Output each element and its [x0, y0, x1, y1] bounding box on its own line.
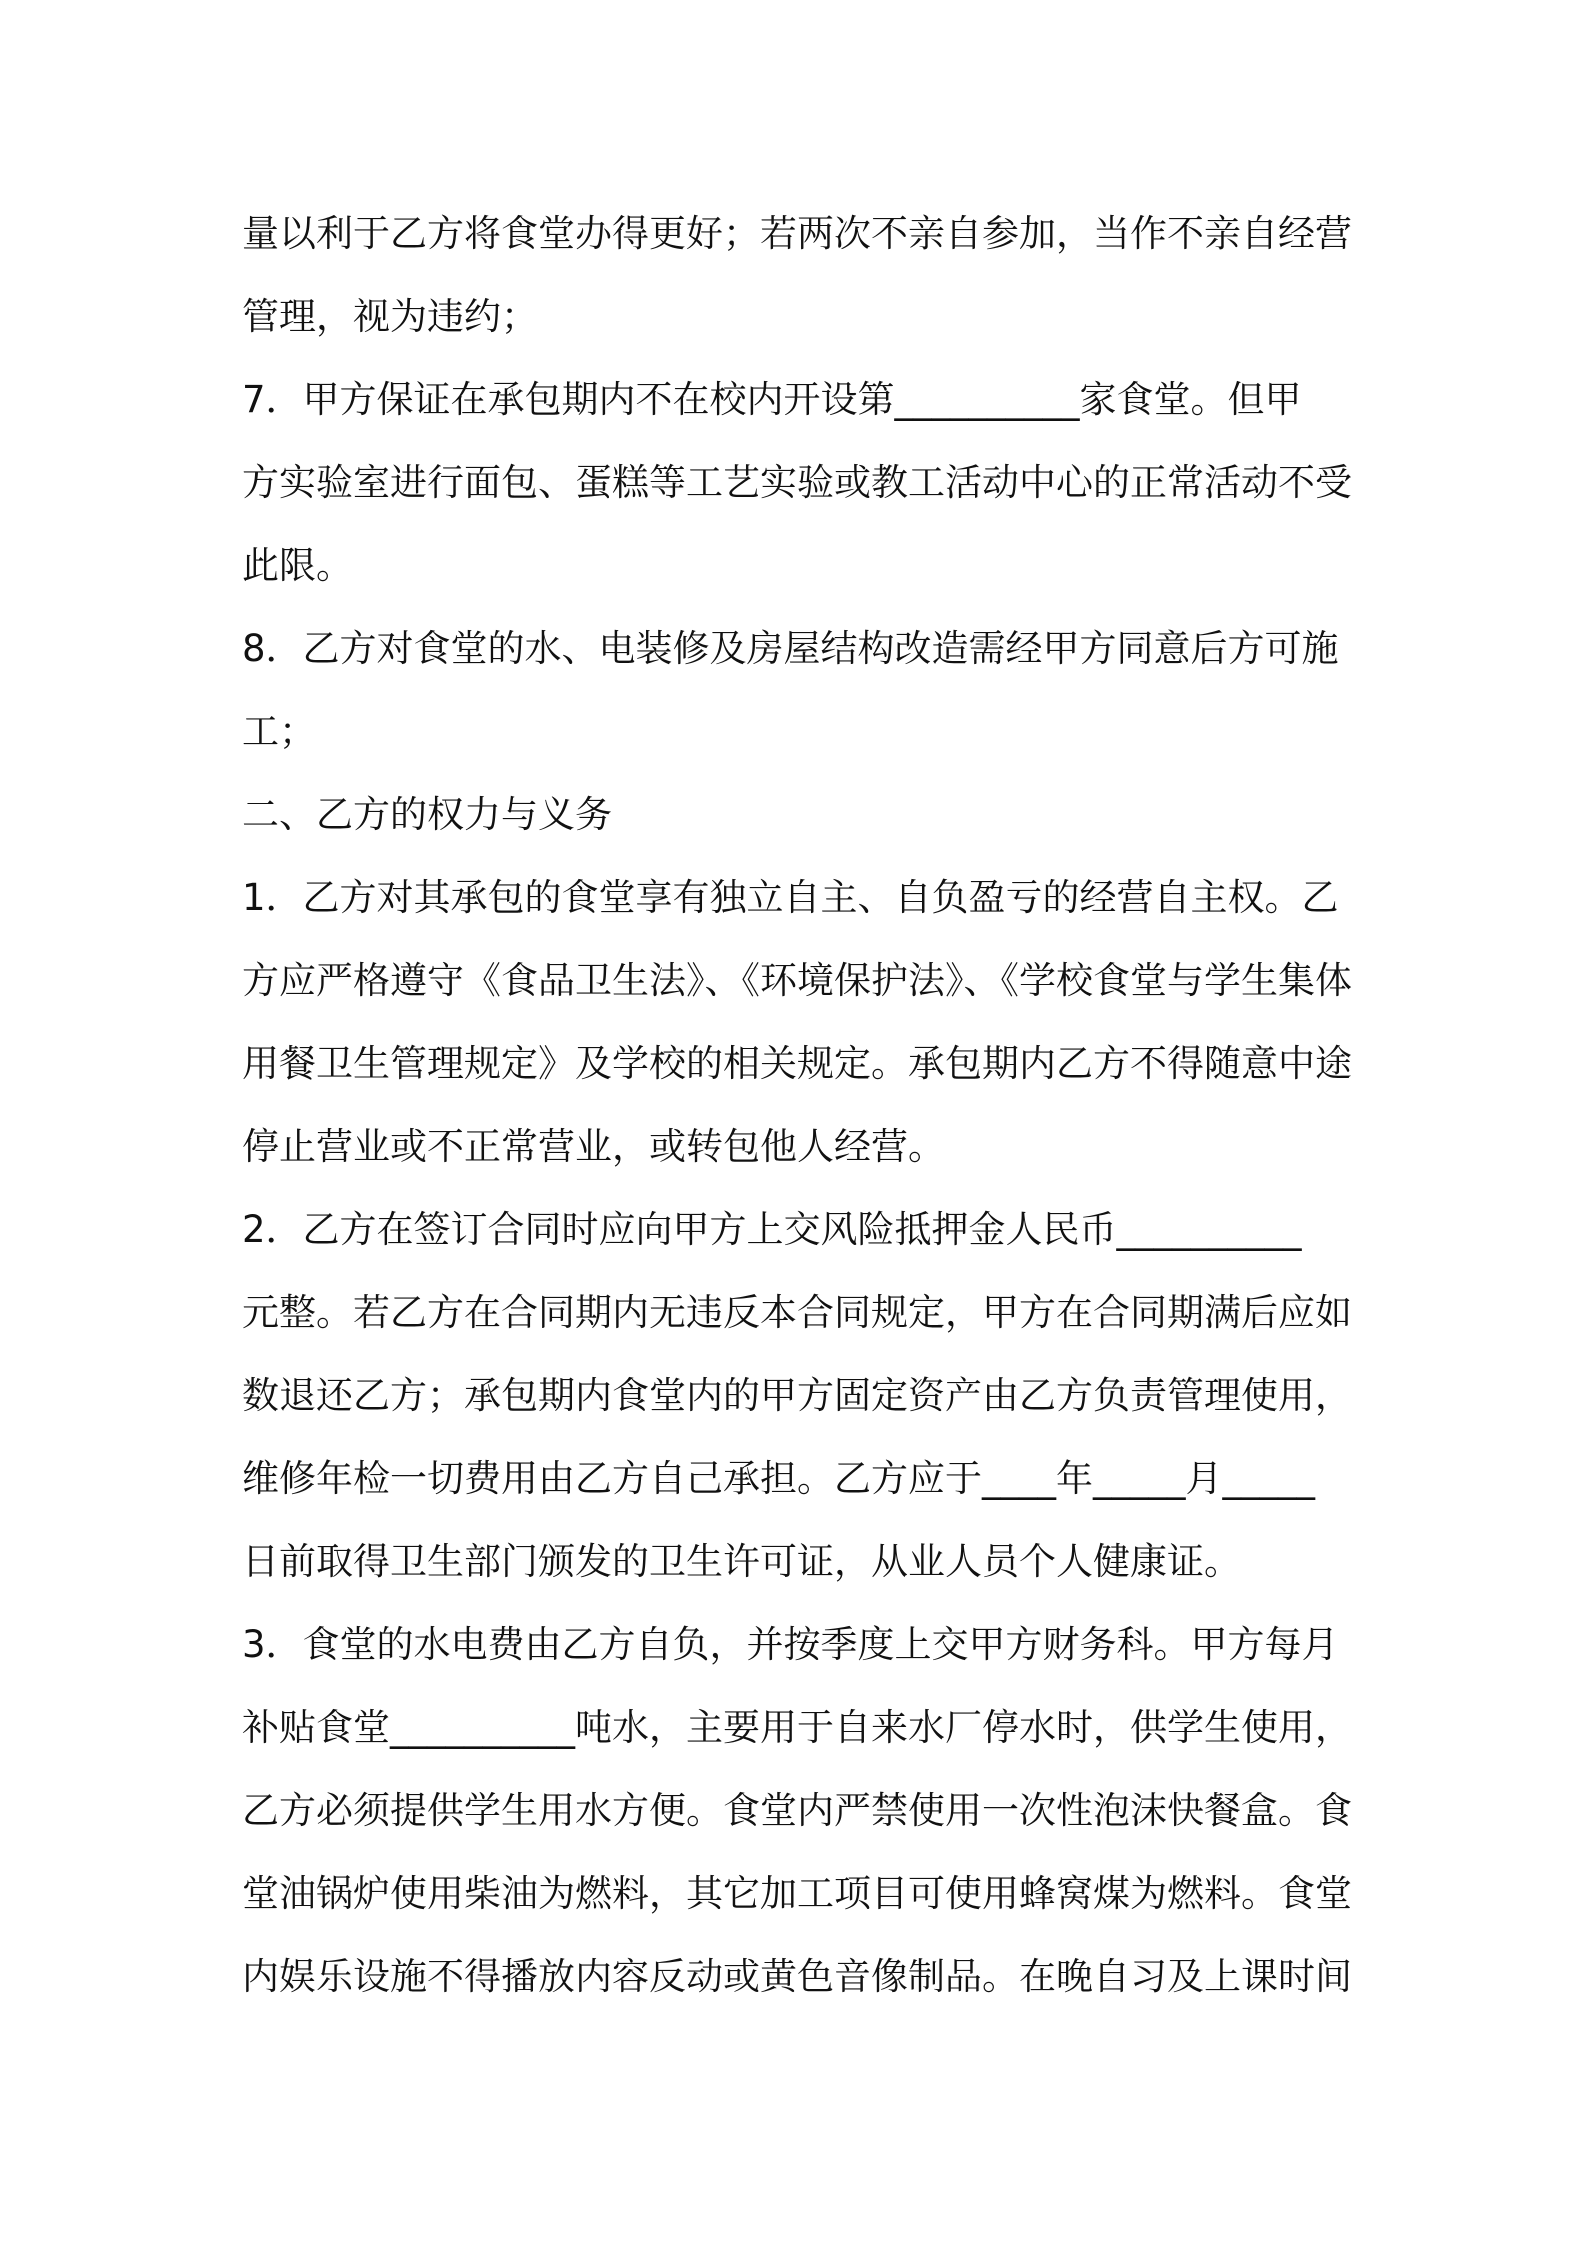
text-line: 方应严格遵守《食品卫生法》、《环境保护法》、《学校食堂与学生集体: [242, 959, 1352, 1002]
text-line: 堂油锅炉使用柴油为燃料，其它加工项目可使用蜂窝煤为燃料。食堂: [242, 1872, 1352, 1915]
text-line: 7．甲方保证在承包期内不在校内开设第__________家食堂。但甲: [242, 378, 1302, 421]
text-line: 8．乙方对食堂的水、电装修及房屋结构改造需经甲方同意后方可施: [242, 627, 1339, 670]
text-line: 3．食堂的水电费由乙方自负，并按季度上交甲方财务科。甲方每月: [242, 1623, 1339, 1666]
text-line: 内娱乐设施不得播放内容反动或黄色音像制品。在晚自习及上课时间: [242, 1955, 1352, 1998]
text-line: 工；: [242, 710, 316, 753]
text-line: 日前取得卫生部门颁发的卫生许可证，从业人员个人健康证。: [242, 1540, 1241, 1583]
text-line: 用餐卫生管理规定》及学校的相关规定。承包期内乙方不得随意中途: [242, 1042, 1352, 1085]
text-line: 维修年检一切费用由乙方自己承担。乙方应于____年_____月_____: [242, 1457, 1315, 1500]
text-line: 管理，视为违约；: [242, 295, 538, 338]
text-line: 补贴食堂__________吨水，主要用于自来水厂停水时，供学生使用，: [242, 1706, 1352, 1749]
text-line: 此限。: [242, 544, 353, 587]
document-body: [242, 192, 1360, 2018]
text-line: 方实验室进行面包、蛋糕等工艺实验或教工活动中心的正常活动不受: [242, 461, 1352, 504]
text-line: 元整。若乙方在合同期内无违反本合同规定，甲方在合同期满后应如: [242, 1291, 1352, 1334]
text-line: 量以利于乙方将食堂办得更好；若两次不亲自参加，当作不亲自经营: [242, 212, 1352, 255]
text-line: 停止营业或不正常营业，或转包他人经营。: [242, 1125, 945, 1168]
text-line: 2．乙方在签订合同时应向甲方上交风险抵押金人民币__________: [242, 1208, 1302, 1251]
text-line: 数退还乙方；承包期内食堂内的甲方固定资产由乙方负责管理使用，: [242, 1374, 1352, 1417]
section-heading: 二、乙方的权力与义务: [242, 793, 612, 836]
text-line: 乙方必须提供学生用水方便。食堂内严禁使用一次性泡沫快餐盒。食: [242, 1789, 1352, 1832]
text-line: 1．乙方对其承包的食堂享有独立自主、自负盈亏的经营自主权。乙: [242, 876, 1339, 919]
